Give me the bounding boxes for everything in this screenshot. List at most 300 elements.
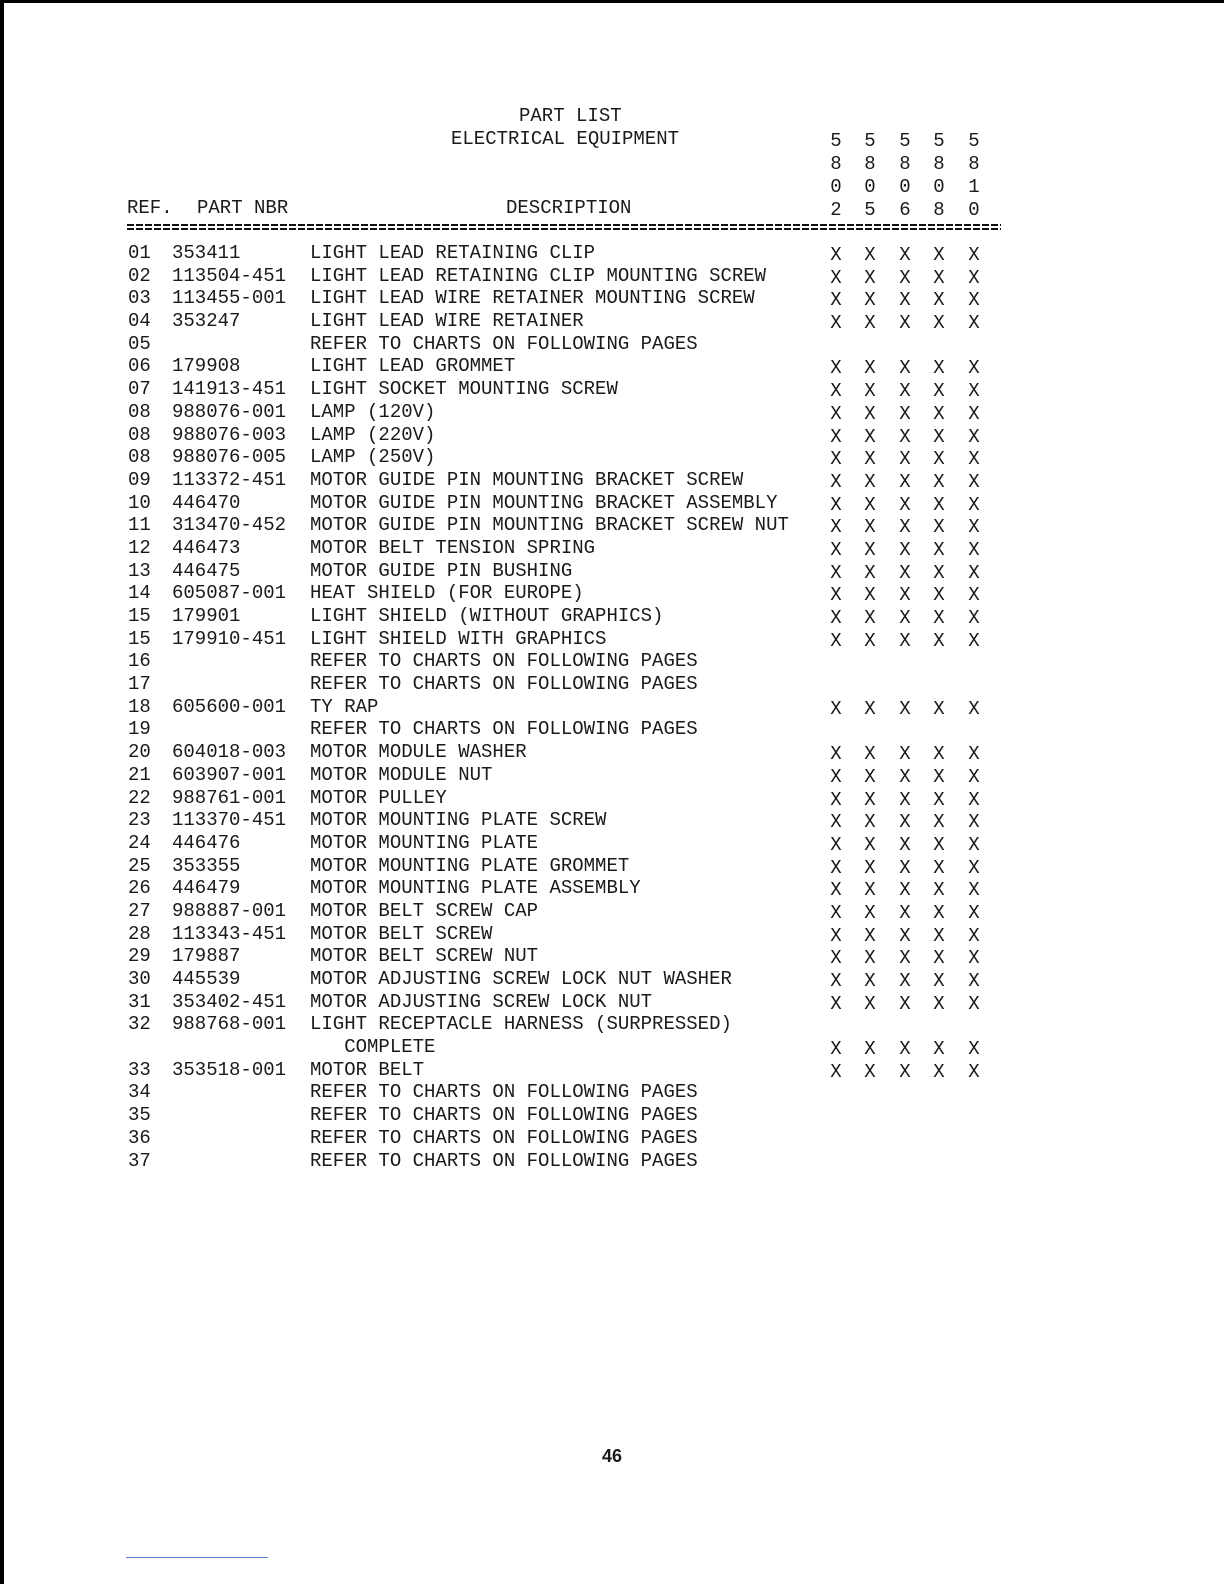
part-number: 988076-001 <box>172 400 287 423</box>
model-mark: X <box>933 538 945 561</box>
part-description: MOTOR MOUNTING PLATE ASSEMBLY <box>310 877 641 900</box>
part-number: 988076-003 <box>172 423 287 446</box>
table-row <box>0 855 1224 878</box>
model-mark: X <box>830 448 842 471</box>
model-mark: X <box>933 970 945 992</box>
model-mark: X <box>899 425 911 448</box>
part-description: LAMP (250V) <box>310 446 436 469</box>
model-mark: X <box>899 992 911 1015</box>
part-description: REFER TO CHARTS ON FOLLOWING PAGES <box>310 1104 698 1127</box>
model-digit: 2 <box>830 199 842 221</box>
part-number: 113343-451 <box>172 922 287 945</box>
model-mark: X <box>899 538 911 561</box>
ref-number: 16 <box>128 650 151 673</box>
model-mark: X <box>933 811 945 834</box>
model-mark: X <box>933 1038 945 1061</box>
part-description: REFER TO CHARTS ON FOLLOWING PAGES <box>310 1081 698 1104</box>
model-digit: 0 <box>864 176 876 198</box>
ref-number: 01 <box>128 242 151 264</box>
part-number: 113370-451 <box>172 809 287 832</box>
model-mark: X <box>864 879 876 902</box>
model-mark: X <box>830 833 842 856</box>
table-row <box>0 1104 1224 1127</box>
table-row <box>0 923 1224 946</box>
part-number: 353247 <box>172 310 241 333</box>
model-mark: X <box>864 788 876 811</box>
model-mark: X <box>830 538 842 561</box>
model-mark: X <box>933 765 945 788</box>
model-mark: X <box>968 266 980 289</box>
model-digit: 0 <box>933 176 945 198</box>
model-mark: X <box>864 516 876 539</box>
part-description: REFER TO CHARTS ON FOLLOWING PAGES <box>310 673 698 696</box>
model-mark: X <box>968 561 980 584</box>
model-mark: X <box>968 516 980 539</box>
ref-number: 07 <box>128 378 151 401</box>
ref-number: 24 <box>128 831 151 854</box>
model-mark: X <box>899 402 911 425</box>
ref-number: 37 <box>128 1149 151 1172</box>
model-mark: X <box>830 312 842 335</box>
model-mark: X <box>830 856 842 879</box>
ref-number: 06 <box>128 355 151 378</box>
model-mark: X <box>968 1060 980 1083</box>
part-description: HEAT SHIELD (FOR EUROPE) <box>310 582 584 605</box>
part-number: 179910-451 <box>172 627 287 650</box>
part-number: 446475 <box>172 559 241 582</box>
table-row <box>0 582 1224 605</box>
part-number: 179908 <box>172 355 241 378</box>
ref-number: 21 <box>128 763 151 786</box>
model-mark: X <box>830 947 842 970</box>
part-description: LIGHT LEAD RETAINING CLIP <box>310 242 596 264</box>
column-header-part-number: PART NBR <box>197 197 289 219</box>
column-header-description: DESCRIPTION <box>506 197 632 219</box>
part-number: 179901 <box>172 605 241 627</box>
part-number: 353355 <box>172 854 241 877</box>
part-description: LIGHT RECEPTACLE HARNESS (SURPRESSED) <box>310 1013 732 1036</box>
model-mark: X <box>830 697 842 720</box>
ref-number: 19 <box>128 718 151 741</box>
part-description: LIGHT LEAD GROMMET <box>310 355 516 378</box>
model-mark: X <box>933 470 945 493</box>
model-mark: X <box>899 924 911 947</box>
model-mark: X <box>899 470 911 493</box>
model-mark: X <box>968 788 980 811</box>
part-number: 988761-001 <box>172 786 287 809</box>
model-mark: X <box>864 947 876 970</box>
model-mark: X <box>899 448 911 471</box>
table-row <box>0 401 1224 424</box>
table-row <box>0 968 1224 991</box>
ref-number: 03 <box>128 287 151 310</box>
model-mark: X <box>933 493 945 516</box>
table-row <box>0 310 1224 333</box>
table-row <box>0 1059 1224 1082</box>
ref-number: 05 <box>128 332 151 355</box>
model-mark: X <box>864 493 876 516</box>
model-mark: X <box>933 1060 945 1083</box>
table-row <box>0 1081 1224 1104</box>
model-mark: X <box>830 289 842 312</box>
model-mark: X <box>968 879 980 902</box>
ref-number: 14 <box>128 582 151 605</box>
model-digit: 5 <box>968 130 980 152</box>
part-number: 605087-001 <box>172 582 287 605</box>
model-mark: X <box>933 561 945 584</box>
model-mark: X <box>933 516 945 539</box>
ref-number: 30 <box>128 968 151 990</box>
page-title: PART LIST <box>519 105 622 127</box>
model-mark: X <box>968 743 980 766</box>
model-mark: X <box>864 425 876 448</box>
model-mark: X <box>830 992 842 1015</box>
ref-number: 17 <box>128 673 151 696</box>
part-description: MOTOR MOUNTING PLATE <box>310 831 539 854</box>
model-digit: 1 <box>968 176 980 198</box>
model-mark: X <box>968 992 980 1015</box>
model-mark: X <box>864 743 876 766</box>
part-description: MOTOR BELT SCREW CAP <box>310 899 539 922</box>
model-mark: X <box>830 901 842 924</box>
model-mark: X <box>968 289 980 312</box>
table-row <box>0 673 1224 696</box>
model-mark: X <box>899 357 911 380</box>
table-row <box>0 1150 1224 1173</box>
part-description: MOTOR BELT SCREW <box>310 922 493 945</box>
table-row <box>0 514 1224 537</box>
column-header-ref: REF. <box>127 197 173 219</box>
model-mark: X <box>933 856 945 879</box>
part-description: MOTOR GUIDE PIN MOUNTING BRACKET SCREW <box>310 468 744 491</box>
model-mark: X <box>968 924 980 947</box>
model-mark: X <box>933 607 945 629</box>
ref-number: 25 <box>128 854 151 877</box>
table-row <box>0 832 1224 855</box>
model-mark: X <box>899 561 911 584</box>
part-description: LAMP (220V) <box>310 423 436 446</box>
ref-number: 10 <box>128 491 151 514</box>
model-mark: X <box>933 992 945 1015</box>
model-mark: X <box>968 947 980 970</box>
model-mark: X <box>899 947 911 970</box>
part-description: MOTOR ADJUSTING SCREW LOCK NUT <box>310 990 653 1013</box>
model-mark: X <box>830 743 842 766</box>
model-mark: X <box>968 1038 980 1061</box>
part-number: 113372-451 <box>172 468 287 491</box>
model-mark: X <box>899 584 911 607</box>
part-number: 445539 <box>172 968 241 990</box>
model-mark: X <box>864 607 876 629</box>
part-description: COMPLETE <box>310 1036 436 1059</box>
part-number: 603907-001 <box>172 763 287 786</box>
model-mark: X <box>968 312 980 335</box>
parts-table <box>0 242 1224 1172</box>
model-mark: X <box>864 357 876 380</box>
model-mark: X <box>864 1038 876 1061</box>
model-digit: 8 <box>899 153 911 175</box>
model-mark: X <box>933 402 945 425</box>
part-number: 446470 <box>172 491 241 514</box>
model-column-header <box>895 130 915 222</box>
part-description: MOTOR GUIDE PIN MOUNTING BRACKET ASSEMBLY <box>310 491 778 514</box>
model-mark: X <box>864 811 876 834</box>
model-mark: X <box>933 924 945 947</box>
model-mark: X <box>968 901 980 924</box>
model-mark: X <box>864 1060 876 1083</box>
model-mark: X <box>899 312 911 335</box>
part-description: LIGHT LEAD WIRE RETAINER <box>310 310 584 333</box>
model-mark: X <box>899 607 911 629</box>
ref-number: 15 <box>128 627 151 650</box>
model-mark: X <box>830 811 842 834</box>
ref-number: 02 <box>128 264 151 287</box>
model-mark: X <box>899 244 911 266</box>
model-mark: X <box>899 1060 911 1083</box>
table-row <box>0 628 1224 651</box>
table-row <box>0 378 1224 401</box>
table-row <box>0 718 1224 741</box>
ref-number: 08 <box>128 446 151 469</box>
ref-number: 32 <box>128 1013 151 1036</box>
model-mark: X <box>968 493 980 516</box>
model-mark: X <box>933 901 945 924</box>
model-column-header <box>860 130 880 222</box>
model-mark: X <box>899 629 911 652</box>
page-subtitle: ELECTRICAL EQUIPMENT <box>451 128 680 150</box>
part-description: LIGHT SHIELD WITH GRAPHICS <box>310 627 607 650</box>
part-description: MOTOR GUIDE PIN BUSHING <box>310 559 573 582</box>
model-mark: X <box>830 924 842 947</box>
table-row <box>0 787 1224 810</box>
model-mark: X <box>968 357 980 380</box>
part-description: MOTOR MOUNTING PLATE SCREW <box>310 809 607 832</box>
part-description: MOTOR PULLEY <box>310 786 447 809</box>
model-mark: X <box>830 561 842 584</box>
part-description: REFER TO CHARTS ON FOLLOWING PAGES <box>310 1126 698 1149</box>
ref-number: 22 <box>128 786 151 809</box>
model-mark: X <box>933 357 945 380</box>
ref-number: 35 <box>128 1104 151 1127</box>
model-mark: X <box>864 856 876 879</box>
model-mark: X <box>968 448 980 471</box>
ref-number: 12 <box>128 536 151 559</box>
model-mark: X <box>830 357 842 380</box>
model-mark: X <box>968 244 980 266</box>
part-description: REFER TO CHARTS ON FOLLOWING PAGES <box>310 332 698 355</box>
model-mark: X <box>864 970 876 992</box>
part-description: MOTOR BELT TENSION SPRING <box>310 536 596 559</box>
part-number: 113455-001 <box>172 287 287 310</box>
ref-number: 34 <box>128 1081 151 1104</box>
model-digit: 0 <box>899 176 911 198</box>
model-mark: X <box>864 584 876 607</box>
model-mark: X <box>968 607 980 629</box>
model-mark: X <box>968 811 980 834</box>
part-number: 353402-451 <box>172 990 287 1013</box>
part-description: TY RAP <box>310 695 379 718</box>
part-description: MOTOR ADJUSTING SCREW LOCK NUT WASHER <box>310 968 732 990</box>
page-number: 46 <box>601 1446 623 1466</box>
ref-number: 36 <box>128 1126 151 1149</box>
part-number: 313470-452 <box>172 514 287 537</box>
part-number: 353518-001 <box>172 1058 287 1081</box>
model-mark: X <box>899 1038 911 1061</box>
model-mark: X <box>933 697 945 720</box>
model-mark: X <box>968 470 980 493</box>
part-number: 988887-001 <box>172 899 287 922</box>
model-digit: 5 <box>864 130 876 152</box>
model-mark: X <box>899 788 911 811</box>
footer-mark <box>126 1557 268 1558</box>
model-mark: X <box>864 992 876 1015</box>
model-mark: X <box>899 856 911 879</box>
part-number: 113504-451 <box>172 264 287 287</box>
ref-number: 33 <box>128 1058 151 1081</box>
model-mark: X <box>830 470 842 493</box>
model-mark: X <box>968 380 980 403</box>
table-row <box>0 355 1224 378</box>
table-row <box>0 1127 1224 1150</box>
model-digit: 8 <box>830 153 842 175</box>
part-description: LIGHT LEAD RETAINING CLIP MOUNTING SCREW <box>310 264 767 287</box>
model-mark: X <box>968 584 980 607</box>
table-row <box>0 650 1224 673</box>
ref-number: 13 <box>128 559 151 582</box>
model-mark: X <box>968 538 980 561</box>
model-mark: X <box>899 765 911 788</box>
model-mark: X <box>933 289 945 312</box>
part-number: 141913-451 <box>172 378 287 401</box>
model-mark: X <box>864 924 876 947</box>
model-mark: X <box>830 244 842 266</box>
table-row <box>0 877 1224 900</box>
model-mark: X <box>899 901 911 924</box>
model-mark: X <box>899 970 911 992</box>
model-mark: X <box>899 289 911 312</box>
model-mark: X <box>830 765 842 788</box>
ref-number: 27 <box>128 899 151 922</box>
part-description: REFER TO CHARTS ON FOLLOWING PAGES <box>310 650 698 673</box>
top-border <box>0 0 1224 3</box>
part-description: REFER TO CHARTS ON FOLLOWING PAGES <box>310 1149 698 1172</box>
model-mark: X <box>933 380 945 403</box>
table-row <box>0 945 1224 968</box>
table-row <box>0 469 1224 492</box>
table-row <box>0 492 1224 515</box>
model-mark: X <box>899 380 911 403</box>
ref-number: 20 <box>128 741 151 764</box>
model-mark: X <box>933 448 945 471</box>
part-description: LIGHT SOCKET MOUNTING SCREW <box>310 378 618 401</box>
table-row <box>0 537 1224 560</box>
ref-number: 04 <box>128 310 151 333</box>
model-column-header <box>826 130 846 222</box>
ref-number: 09 <box>128 468 151 491</box>
model-digit: 8 <box>864 153 876 175</box>
model-mark: X <box>933 584 945 607</box>
part-description: MOTOR BELT SCREW NUT <box>310 945 539 968</box>
ref-number: 31 <box>128 990 151 1013</box>
model-mark: X <box>933 425 945 448</box>
model-mark: X <box>864 697 876 720</box>
model-mark: X <box>933 947 945 970</box>
model-mark: X <box>899 833 911 856</box>
model-mark: X <box>830 970 842 992</box>
model-mark: X <box>864 470 876 493</box>
table-row <box>0 764 1224 787</box>
model-mark: X <box>864 765 876 788</box>
model-mark: X <box>968 697 980 720</box>
table-row <box>0 1036 1224 1059</box>
table-row <box>0 446 1224 469</box>
model-mark: X <box>864 901 876 924</box>
model-column-header <box>964 130 984 222</box>
part-description: MOTOR BELT <box>310 1058 425 1081</box>
model-mark: X <box>864 561 876 584</box>
model-mark: X <box>830 788 842 811</box>
table-row <box>0 696 1224 719</box>
model-mark: X <box>899 879 911 902</box>
table-row <box>0 991 1224 1014</box>
ref-number: 26 <box>128 877 151 900</box>
model-mark: X <box>830 584 842 607</box>
model-mark: X <box>830 607 842 629</box>
model-mark: X <box>830 380 842 403</box>
ref-number: 23 <box>128 809 151 832</box>
model-digit: 0 <box>968 199 980 221</box>
model-mark: X <box>899 266 911 289</box>
model-mark: X <box>899 811 911 834</box>
part-number: 605600-001 <box>172 695 287 718</box>
model-mark: X <box>864 312 876 335</box>
table-row <box>0 741 1224 764</box>
model-mark: X <box>864 448 876 471</box>
part-number: 988076-005 <box>172 446 287 469</box>
model-digit: 0 <box>830 176 842 198</box>
table-row <box>0 424 1224 447</box>
part-description: LAMP (120V) <box>310 400 436 423</box>
model-mark: X <box>968 970 980 992</box>
model-digit: 5 <box>830 130 842 152</box>
model-mark: X <box>899 697 911 720</box>
model-mark: X <box>864 833 876 856</box>
model-mark: X <box>864 538 876 561</box>
model-mark: X <box>933 312 945 335</box>
model-mark: X <box>968 856 980 879</box>
table-row <box>0 1013 1224 1036</box>
model-mark: X <box>830 493 842 516</box>
part-description: MOTOR MOUNTING PLATE GROMMET <box>310 854 630 877</box>
model-mark: X <box>933 244 945 266</box>
part-number: 446476 <box>172 831 241 854</box>
part-number: 988768-001 <box>172 1013 287 1036</box>
model-mark: X <box>830 266 842 289</box>
part-description: MOTOR MODULE NUT <box>310 763 493 786</box>
table-row <box>0 333 1224 356</box>
model-mark: X <box>864 244 876 266</box>
model-mark: X <box>830 629 842 652</box>
table-row <box>0 287 1224 310</box>
model-digit: 5 <box>899 130 911 152</box>
model-digit: 6 <box>899 199 911 221</box>
ref-number: 18 <box>128 695 151 718</box>
ref-number: 11 <box>128 514 151 537</box>
model-digit: 5 <box>864 199 876 221</box>
model-mark: X <box>864 289 876 312</box>
part-description: LIGHT LEAD WIRE RETAINER MOUNTING SCREW <box>310 287 755 310</box>
model-mark: X <box>864 266 876 289</box>
